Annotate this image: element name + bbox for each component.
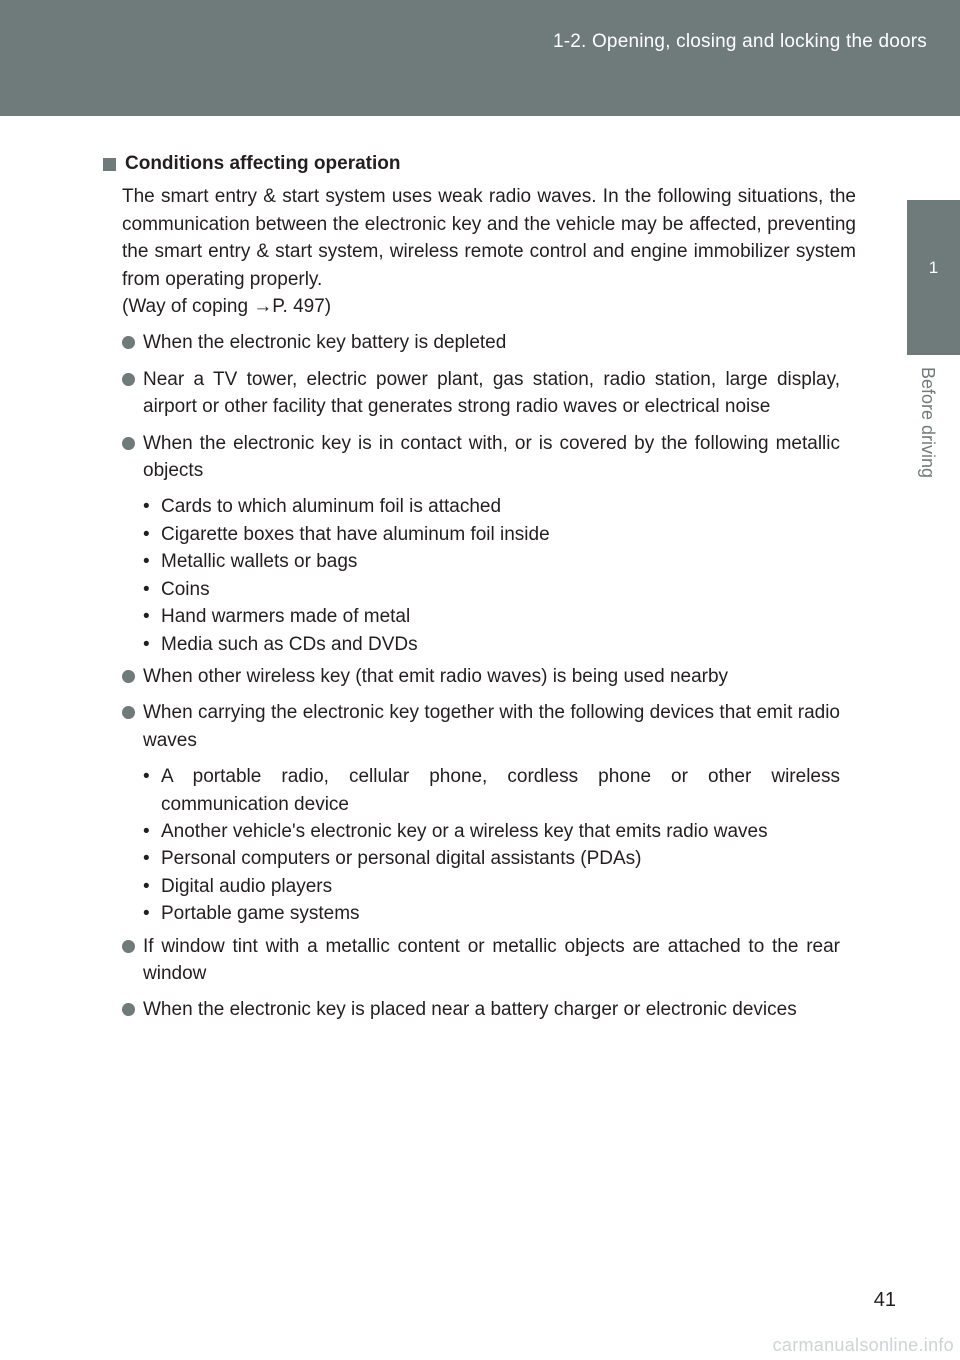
list-item	[122, 663, 856, 690]
chapter-label: Before driving	[918, 367, 938, 479]
intro-text: The smart entry & start system uses weak radio waves. In the following situations, the communication between the electronic key and the vehicle may be affected, preventing the smart entry & start system, wireless remote control and engine immobilizer system from operating properly.	[122, 186, 856, 290]
round-bullet-icon	[122, 940, 135, 953]
sub-list-item: • Portable game systems	[143, 900, 840, 927]
sub-list-item: • A portable radio, cellular phone, cordless phone or other wireless communication device	[143, 763, 840, 818]
list-item-text: When the electronic key battery is depleted	[143, 332, 507, 354]
intro-paragraph	[122, 183, 856, 320]
coping-reference: (Way of coping →P. 497)	[122, 296, 332, 318]
section-heading	[103, 150, 856, 177]
round-bullet-icon	[122, 706, 135, 719]
sub-list-item: • Cigarette boxes that have aluminum foil inside	[143, 521, 840, 548]
section-heading-text: Conditions affecting operation	[125, 153, 401, 174]
sub-list-item: • Metallic wallets or bags	[143, 548, 840, 575]
round-bullet-icon	[122, 670, 135, 683]
chapter-tab	[907, 200, 960, 355]
list-item-text: When other wireless key (that emit radio waves) is being used nearby	[143, 665, 729, 687]
list-item	[122, 933, 840, 988]
list-item	[122, 430, 840, 485]
metallic-objects-list	[143, 493, 840, 657]
list-item	[122, 996, 840, 1023]
page-header	[0, 0, 960, 116]
sub-list-item: • Coins	[143, 576, 840, 603]
chapter-number: 1	[928, 258, 939, 277]
sub-list-item: • Digital audio players	[143, 873, 840, 900]
sub-list-item: • Another vehicle's electronic key or a wireless key that emits radio waves	[143, 818, 840, 845]
round-bullet-icon	[122, 373, 135, 386]
page-number: 41	[873, 1289, 896, 1311]
square-bullet-icon	[103, 158, 116, 171]
round-bullet-icon	[122, 1003, 135, 1016]
list-item	[122, 329, 856, 356]
sub-list-item: • Cards to which aluminum foil is attached	[143, 493, 840, 520]
round-bullet-icon	[122, 336, 135, 349]
sub-list-item: • Personal computers or personal digital assistants (PDAs)	[143, 845, 840, 872]
list-item-text: When the electronic key is in contact with, or is covered by the following metallic objects	[143, 432, 840, 482]
watermark: carmanualsonline.info	[772, 1335, 954, 1355]
sub-list-item: • Hand warmers made of metal	[143, 603, 840, 630]
list-item	[122, 699, 840, 754]
page-content	[104, 150, 856, 1024]
sub-list-item: • Media such as CDs and DVDs	[143, 631, 840, 658]
list-item-text: Near a TV tower, electric power plant, gas station, radio station, large display, airport or other facility that generates strong radio waves or electrical noise	[143, 368, 840, 418]
list-item	[122, 366, 840, 421]
chapter-title: 1-2. Opening, closing and locking the doors	[552, 31, 927, 52]
radio-devices-list	[143, 763, 840, 927]
list-item-text: When the electronic key is placed near a battery charger or electronic devices	[143, 999, 797, 1021]
list-item-text: When carrying the electronic key together with the following devices that emit radio waves	[143, 702, 840, 751]
round-bullet-icon	[122, 437, 135, 450]
list-item-text: If window tint with a metallic content or metallic objects are attached to the rear window	[143, 935, 840, 984]
